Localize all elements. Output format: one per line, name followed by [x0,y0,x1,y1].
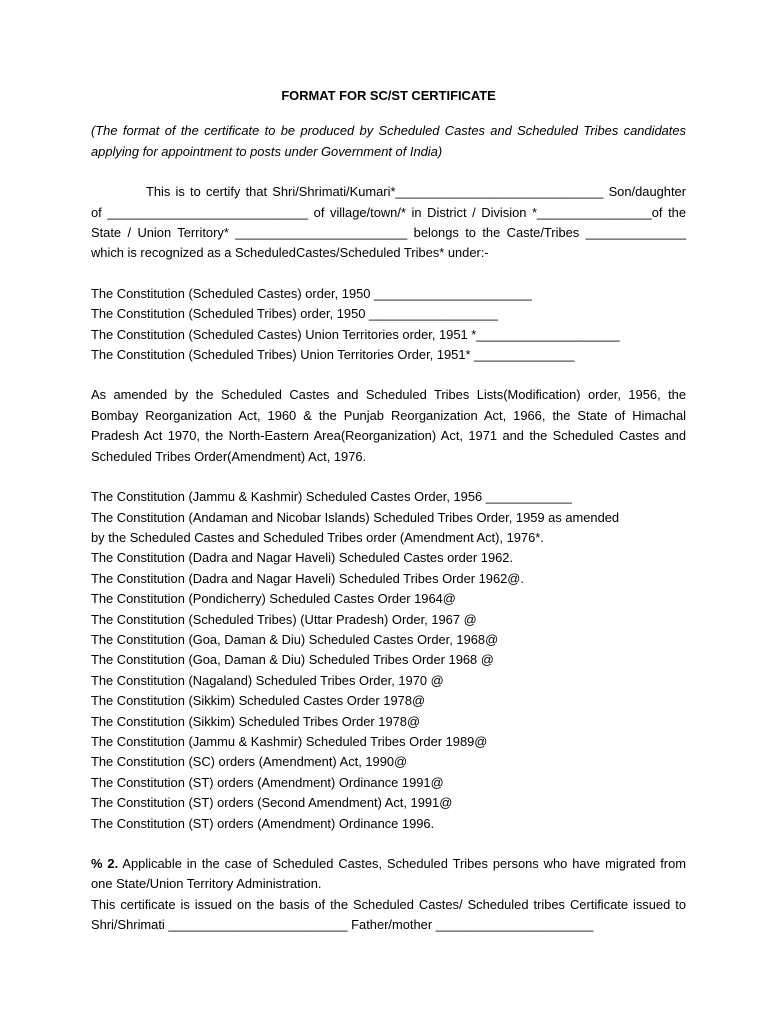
order-line: The Constitution (Sikkim) Scheduled Tribes Order 1978@ [91,713,421,729]
order-line: The Constitution (Scheduled Castes) order, 1950 ______________________ [91,285,532,301]
amended-paragraph: As amended by the Scheduled Castes and Scheduled Tribes Lists(Modification) order, 1956, the Bombay Reorganization Act, 1960 & the Punjab Reorganization Act, 1966, the State of Himachal Pradesh Act 1970, the North-Eastern Area(Reorganization) Act, 1971 and the Scheduled Castes and Scheduled Tribes Order(Amendment) Act, 1976. [91,387,686,464]
issued-paragraph: This certificate is issued on the basis of the Scheduled Castes/ Scheduled tribes Certificate issued to Shri/Shrimati _________________________ Father/mother ______________________ [91,896,686,933]
order-line: The Constitution (Nagaland) Scheduled Tribes Order, 1970 @ [91,672,444,688]
order-line: The Constitution (Scheduled Tribes) order, 1950 __________________ [91,306,499,322]
order-line: The Constitution (ST) orders (Amendment) Ordinance 1996. [91,815,435,831]
order-line: The Constitution (Dadra and Nagar Haveli) Scheduled Castes order 1962. [91,550,514,566]
order-line: The Constitution (SC) orders (Amendment) Act, 1990@ [91,754,408,770]
section-2-marker: % 2. [91,856,119,871]
order-line: The Constitution (Jammu & Kashmir) Scheduled Tribes Order 1989@ [91,733,488,749]
section-2-text: Applicable in the case of Scheduled Castes, Scheduled Tribes persons who have migrated from one State/Union Territory Administration. [91,856,686,892]
order-line: The Constitution (Sikkim) Scheduled Castes Order 1978@ [91,693,426,709]
order-line: The Constitution (ST) orders (Second Amendment) Act, 1991@ [91,795,453,811]
order-line: by the Scheduled Castes and Scheduled Tribes order (Amendment Act), 1976*. [91,529,544,545]
order-line: The Constitution (Goa, Daman & Diu) Scheduled Castes Order, 1968@ [91,631,499,647]
order-line: The Constitution (Scheduled Castes) Union Territories order, 1951 *____________________ [91,326,620,342]
certify-paragraph: This is to certify that Shri/Shrimati/Kumari*_____________________________ Son/daughter of ____________________________ of village/town/* in District / Division *________________of the State / Union Territory* ________________________ belongs to the Caste/Tribes ______________ which is recognized as a ScheduledCastes/Scheduled Tribes* under:- [91,184,686,261]
order-line: The Constitution (Andaman and Nicobar Islands) Scheduled Tribes Order, 1959 as amended [91,509,620,525]
order-line: The Constitution (ST) orders (Amendment) Ordinance 1991@ [91,774,444,790]
order-line: The Constitution (Goa, Daman & Diu) Scheduled Tribes Order 1968 @ [91,652,494,668]
order-line: The Constitution (Scheduled Tribes) Union Territories Order, 1951* ______________ [91,347,575,363]
format-note: (The format of the certificate to be produced by Scheduled Castes and Scheduled Tribes candidates applying for appointment to posts under Government of India) [91,123,686,159]
document-title: FORMAT FOR SC/ST CERTIFICATE [281,88,496,103]
order-line: The Constitution (Scheduled Tribes) (Uttar Pradesh) Order, 1967 @ [91,611,477,627]
orders-list-1 [91,284,686,366]
orders-list-2 [91,487,686,834]
document-body [91,86,686,936]
order-line: The Constitution (Pondicherry) Scheduled Castes Order 1964@ [91,591,456,607]
section-2-paragraph [91,854,686,895]
order-line: The Constitution (Dadra and Nagar Haveli) Scheduled Tribes Order 1962@. [91,570,524,586]
order-line: The Constitution (Jammu & Kashmir) Scheduled Castes Order, 1956 ____________ [91,489,572,505]
